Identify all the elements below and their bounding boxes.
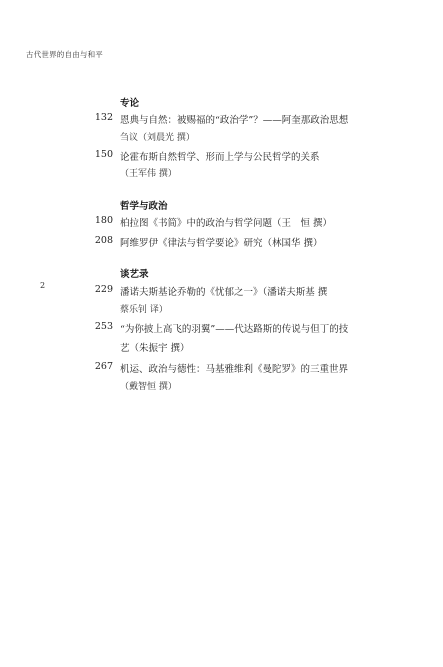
entry-page-number: 180 bbox=[94, 215, 113, 226]
entry-title: 恩典与自然：被赐福的“政治学”？——阿奎那政治思想 bbox=[120, 115, 349, 126]
running-header: 古代世界的自由与和平 bbox=[26, 50, 103, 59]
entry-title: 潘诺夫斯基论乔勒的《忧郁之一》（潘诺夫斯基 撰 bbox=[120, 287, 328, 298]
entry-page-number: 150 bbox=[94, 149, 113, 160]
entry-title-continued: （王军伟 撰） bbox=[120, 169, 177, 179]
entry-page-number: 267 bbox=[94, 361, 113, 372]
entry-page-number: 253 bbox=[94, 321, 113, 332]
entry-title-continued: （戴智恒 撰） bbox=[120, 382, 177, 392]
entry-page-number: 229 bbox=[94, 284, 113, 295]
entry-page-number: 208 bbox=[94, 235, 113, 246]
page-number: 2 bbox=[40, 281, 46, 290]
entry-title-continued: 刍议（刘晨光 撰） bbox=[120, 133, 195, 143]
section-heading: 谈艺录 bbox=[120, 269, 149, 280]
entry-title: 阿维罗伊《律法与哲学要论》研究（林国华 撰） bbox=[120, 238, 323, 249]
entry-page-number: 132 bbox=[94, 112, 113, 123]
entry-title: 论霍布斯自然哲学、形而上学与公民哲学的关系 bbox=[120, 152, 320, 163]
section-heading: 专论 bbox=[120, 98, 140, 109]
entry-title-continued: 蔡乐钊 译） bbox=[120, 305, 168, 315]
entry-title: “为你披上高飞的羽翼”——代达路斯的传说与但丁的技 bbox=[120, 324, 349, 335]
entry-title: 机运、政治与德性：马基雅维利《曼陀罗》的三重世界 bbox=[120, 364, 349, 375]
entry-title-continued: 艺（朱振宇 撰） bbox=[120, 343, 190, 354]
entry-title: 柏拉图《书简》中的政治与哲学问题（王 恒 撰） bbox=[120, 218, 333, 229]
section-heading: 哲学与政治 bbox=[120, 201, 168, 212]
